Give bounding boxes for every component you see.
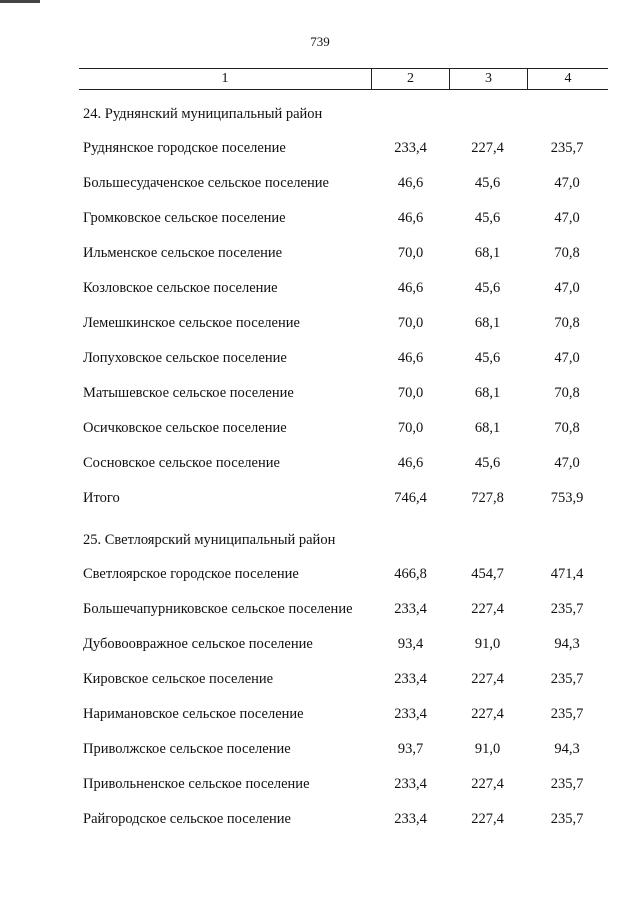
- settlement-name: Матышевское сельское поселение: [83, 385, 294, 401]
- value-col-2: 46,6: [397, 280, 424, 296]
- value-col-4: 47,0: [554, 455, 580, 471]
- table-row: [83, 627, 608, 662]
- value-col-4: 235,7: [550, 601, 584, 617]
- value-col-3: 45,6: [474, 350, 501, 366]
- value-col-3: 45,6: [474, 210, 501, 226]
- value-col-4: 235,7: [550, 811, 584, 827]
- value-col-3: 45,6: [474, 455, 501, 471]
- settlement-name: Осичковское сельское поселение: [83, 420, 287, 436]
- value-col-2: 746,4: [394, 490, 427, 506]
- value-col-4: 235,7: [550, 776, 584, 792]
- settlement-name: Итого: [83, 490, 120, 506]
- table-row: [83, 446, 608, 481]
- value-col-3: 727,8: [471, 490, 504, 506]
- table-row: [83, 411, 608, 446]
- table-row: [83, 697, 608, 732]
- value-col-4: 94,3: [554, 741, 580, 757]
- table-row: [83, 166, 608, 201]
- table-row: [83, 271, 608, 306]
- value-col-4: 47,0: [554, 175, 580, 191]
- table-row: [83, 306, 608, 341]
- value-col-2: 70,0: [397, 420, 424, 436]
- value-col-3: 227,4: [471, 601, 504, 617]
- value-col-3: 68,1: [474, 385, 501, 401]
- settlement-name: Дубовоовражное сельское поселение: [83, 636, 313, 652]
- table-row: [83, 201, 608, 236]
- value-col-3: 68,1: [474, 245, 501, 261]
- value-col-2: 233,4: [394, 140, 427, 156]
- value-col-3: 45,6: [474, 175, 501, 191]
- value-col-4: 235,7: [550, 706, 584, 722]
- value-col-4: 70,8: [554, 245, 580, 261]
- value-col-2: 46,6: [397, 455, 424, 471]
- section-spacer: [83, 516, 608, 529]
- section-title: 25. Светлоярский муниципальный район: [83, 532, 336, 548]
- table-row: [83, 662, 608, 697]
- settlement-name: Козловское сельское поселение: [83, 280, 278, 296]
- table-row: [83, 767, 608, 802]
- value-col-3: 227,4: [471, 811, 504, 827]
- value-col-2: 233,4: [394, 706, 427, 722]
- value-col-2: 233,4: [394, 776, 427, 792]
- value-col-4: 94,3: [554, 636, 580, 652]
- value-col-3: 454,7: [471, 566, 504, 582]
- value-col-2: 70,0: [397, 385, 424, 401]
- value-col-4: 70,8: [554, 385, 580, 401]
- value-col-3: 45,6: [474, 280, 501, 296]
- value-col-4: 471,4: [550, 566, 584, 582]
- value-col-3: 227,4: [471, 671, 504, 687]
- settlement-name: Лопуховское сельское поселение: [83, 350, 287, 366]
- settlement-name: Большечапурниковское сельское поселение: [83, 601, 353, 617]
- table-row: [83, 732, 608, 767]
- table-row: [83, 592, 608, 627]
- value-col-2: 233,4: [394, 671, 427, 687]
- value-col-4: 47,0: [554, 210, 580, 226]
- scan-corner-mark: [0, 0, 40, 3]
- value-col-2: 46,6: [397, 350, 424, 366]
- value-col-3: 227,4: [471, 706, 504, 722]
- section-title: 24. Руднянский муниципальный район: [83, 106, 323, 122]
- table-row: [83, 236, 608, 271]
- value-col-4: 70,8: [554, 315, 580, 331]
- settlement-name: Ильменское сельское поселение: [83, 245, 283, 261]
- settlement-name: Светлоярское городское поселение: [83, 566, 299, 582]
- settlement-name: Лемешкинское сельское поселение: [83, 315, 300, 331]
- value-col-4: 235,7: [550, 671, 584, 687]
- header-col-3: 3: [449, 69, 527, 89]
- settlement-name: Приволжское сельское поселение: [83, 741, 291, 757]
- value-col-3: 91,0: [474, 741, 501, 757]
- value-col-4: 47,0: [554, 280, 580, 296]
- value-col-4: 753,9: [550, 490, 584, 506]
- settlement-name: Большесудаченское сельское поселение: [83, 175, 329, 191]
- value-col-2: 93,7: [397, 741, 424, 757]
- value-col-3: 227,4: [471, 140, 504, 156]
- header-col-2: 2: [371, 69, 449, 89]
- settlement-name: Руднянское городское поселение: [83, 140, 286, 156]
- value-col-3: 68,1: [474, 420, 501, 436]
- table-row: [83, 481, 608, 516]
- table-row: [83, 376, 608, 411]
- table-row: [83, 341, 608, 376]
- settlement-name: Наримановское сельское поселение: [83, 706, 304, 722]
- value-col-3: 68,1: [474, 315, 501, 331]
- value-col-3: 91,0: [474, 636, 501, 652]
- page-number: 739: [310, 34, 330, 49]
- value-col-2: 233,4: [394, 601, 427, 617]
- header-col-4: 4: [527, 69, 608, 89]
- value-col-3: 227,4: [471, 776, 504, 792]
- table-row: [83, 557, 608, 592]
- value-col-2: 46,6: [397, 175, 424, 191]
- settlement-name: Привольненское сельское поселение: [83, 776, 310, 792]
- header-col-1: 1: [221, 71, 229, 86]
- table-row: [83, 802, 608, 837]
- value-col-2: 233,4: [394, 811, 427, 827]
- settlement-name: Сосновское сельское поселение: [83, 455, 280, 471]
- value-col-4: 70,8: [554, 420, 580, 436]
- settlement-name: Громковское сельское поселение: [83, 210, 286, 226]
- settlement-name: Кировское сельское поселение: [83, 671, 274, 687]
- value-col-2: 70,0: [397, 315, 424, 331]
- settlement-name: Райгородское сельское поселение: [83, 811, 291, 827]
- value-col-2: 93,4: [397, 636, 424, 652]
- value-col-2: 466,8: [394, 566, 427, 582]
- value-col-4: 235,7: [550, 140, 584, 156]
- table-header: [79, 68, 608, 90]
- value-col-4: 47,0: [554, 350, 580, 366]
- value-col-2: 70,0: [397, 245, 424, 261]
- table-row: [83, 131, 608, 166]
- table-body: [83, 103, 608, 837]
- value-col-2: 46,6: [397, 210, 424, 226]
